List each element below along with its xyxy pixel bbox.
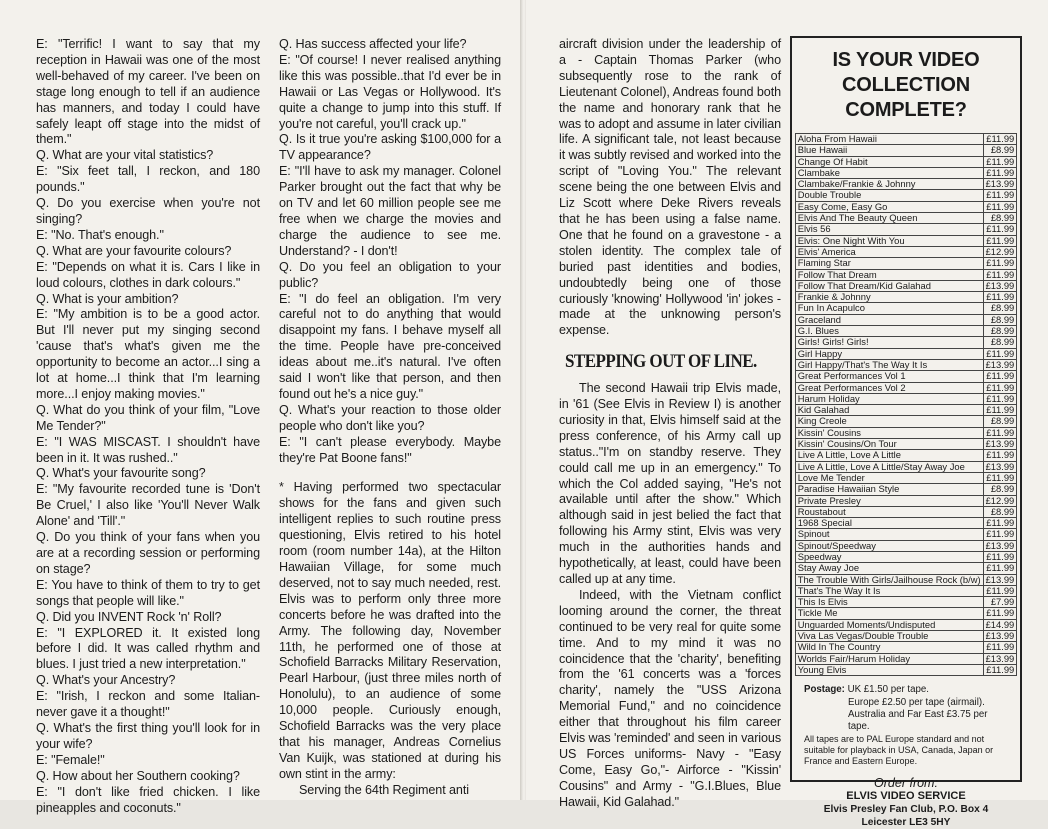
video-price: £11.99 (983, 563, 1017, 574)
video-title: Clambake (795, 167, 983, 178)
price-row (795, 484, 1017, 495)
video-price: £8.99 (983, 416, 1017, 427)
video-title: Elvis: One Night With You (795, 235, 983, 246)
video-price: £13.99 (983, 540, 1017, 551)
video-price: £13.99 (983, 631, 1017, 642)
video-price: £13.99 (983, 359, 1017, 370)
order-name: ELVIS VIDEO SERVICE (846, 790, 966, 803)
price-row (795, 551, 1017, 562)
video-title: Girl Happy (795, 348, 983, 359)
video-price: £8.99 (983, 145, 1017, 156)
price-row (795, 326, 1017, 337)
video-title: Great Performances Vol 2 (795, 382, 983, 393)
price-row (795, 269, 1017, 280)
video-title: Elvis 56 (795, 224, 983, 235)
price-list (795, 133, 1018, 676)
advert-title-line: COLLECTION COMPLETE? (842, 74, 970, 121)
price-row (795, 427, 1017, 438)
paragraph: E: "Depends on what it is. Cars I like in loud colours, clothes in dark colours." (36, 259, 260, 290)
price-row (795, 439, 1017, 450)
price-row (795, 280, 1017, 291)
order-address: Leicester LE3 5HY (861, 817, 951, 829)
postage-label: Postage: (804, 684, 845, 696)
video-title: King Creole (795, 416, 983, 427)
price-row (795, 213, 1017, 224)
paragraph: E: "No. That's enough." (36, 227, 164, 242)
video-title: Love Me Tender (795, 472, 983, 483)
postage-info (804, 684, 1010, 767)
paragraph: E: "I WAS MISCAST. I shouldn't have been in it. It was rushed.." (36, 434, 260, 465)
video-title: Aloha From Hawaii (795, 134, 983, 145)
video-title: That's The Way It Is (795, 585, 983, 596)
video-title: Paradise Hawaiian Style (795, 484, 983, 495)
story-paragraph: Indeed, with the Vietnam conflict looming around the corner, the threat continued to be very real for quite some time. And to my mind it was no coincidence that the 'charity', benefiting from the '61 concerts was a 'forces charity', namely the "USS Arizona Memorial Fund," and no coincidence either that throughout his film career Elvis was 'reminded' and seen in various US Forces uniforms- Navy - "Easy Come, Easy Go,"- Airforce - "Kissin' Cousins" and Army - "G.I.Blues, Blue Hawaii, Kid Galahad." (559, 587, 782, 809)
price-row (795, 529, 1017, 540)
video-title: Viva Las Vegas/Double Trouble (795, 631, 983, 642)
paragraph: E: "I can't please everybody. Maybe they're Pat Boone fans!" (279, 434, 501, 465)
video-price: £11.99 (983, 585, 1017, 596)
video-price: £11.99 (983, 167, 1017, 178)
video-price: £12.99 (983, 495, 1017, 506)
paragraph: E: "My favourite recorded tune is 'Don't Be Cruel,' I also like 'You'll Never Walk Alone' and 'Till'." (36, 482, 260, 529)
video-price: £11.99 (983, 224, 1017, 235)
paragraph: Q. How about her Southern cooking? (36, 768, 240, 783)
price-row (795, 563, 1017, 574)
price-row (795, 585, 1017, 596)
order-address: Elvis Presley Fan Club, P.O. Box 4 (823, 804, 989, 816)
paragraph: Q. What's your Ancestry? (36, 673, 176, 688)
video-price: £8.99 (983, 314, 1017, 325)
price-row (795, 664, 1017, 675)
video-price: £11.99 (983, 608, 1017, 619)
section-heading: STEPPING OUT OF LINE. (565, 352, 757, 373)
video-title: Stay Away Joe (795, 563, 983, 574)
video-price: £11.99 (983, 134, 1017, 145)
price-row (795, 405, 1017, 416)
video-title: Great Performances Vol 1 (795, 371, 983, 382)
price-row (795, 337, 1017, 348)
postage-uk: UK £1.50 per tape. (847, 684, 929, 696)
video-title: Follow That Dream/Kid Galahad (795, 280, 983, 291)
video-title: Elvis And The Beauty Queen (795, 213, 983, 224)
video-price: £11.99 (983, 518, 1017, 529)
paragraph: Q. What's your reaction to those older people who don't like you? (279, 402, 501, 433)
video-price: £13.99 (983, 653, 1017, 664)
paragraph: Q. Do you think of your fans when you are at a recording session or performing on stage? (36, 530, 260, 576)
price-row (795, 145, 1017, 156)
right-page (526, 0, 1048, 829)
video-price: £7.99 (983, 597, 1017, 608)
video-title: Speedway (795, 551, 983, 562)
video-price: £11.99 (983, 529, 1017, 540)
paragraph: Q. What are your favourite colours? (36, 243, 232, 258)
paragraph: E: "I don't like fried chicken. I like pineapples and coconuts." (36, 784, 260, 815)
video-price: £8.99 (983, 506, 1017, 517)
video-title: Easy Come, Easy Go (795, 201, 983, 212)
price-row (795, 416, 1017, 427)
paragraph: E: "Irish, I reckon and some Italian- never gave it a thought!" (36, 689, 260, 720)
video-price: £11.99 (983, 551, 1017, 562)
price-row (795, 258, 1017, 269)
paragraph: Q. Did you INVENT Rock 'n' Roll? (36, 609, 222, 624)
price-row (795, 631, 1017, 642)
price-row (795, 461, 1017, 472)
postage-europe: Europe £2.50 per tape (airmail). (848, 696, 985, 708)
video-price: £11.99 (983, 348, 1017, 359)
story-paragraph: The second Hawaii trip Elvis made, in '61 (See Elvis in Review I) is another curiosity in that, Elvis himself said at the press conference, of his Army call up status.."I'm on standby reserve. They could call me up in an emergency." To which the Col added saying, "He's not available until after the show." Which although said in jest belied the fact that following his Army stint, Elvis was very much in the authorities hands and hypothetically, at least, could have been called up at any time. (559, 381, 781, 586)
video-title: Kissin' Cousins/On Tour (795, 439, 983, 450)
advert-title-line: IS YOUR VIDEO (832, 49, 980, 71)
video-title: Graceland (795, 314, 983, 325)
price-row (795, 348, 1017, 359)
paragraph: E: "My ambition is to be a good actor. But I'll never put my singing second 'cause that's what's given me the opportunity to become an actor...I sing a lot at home...I think that I'm learning more...I enjoy making movies." (36, 307, 260, 401)
price-row (795, 608, 1017, 619)
order-info (792, 777, 1020, 829)
video-advert (790, 36, 1022, 829)
paragraph: E: "Of course! I never realised anything like this was possible..that I'd ever be in Hawaii or Las Vegas or Hollywood. It's quite a change to jump into this stuff. If you're not careful, you'll crack up." (279, 52, 501, 131)
video-title: Roustabout (795, 506, 983, 517)
video-title: Harum Holiday (795, 393, 983, 404)
price-row (795, 179, 1017, 190)
paragraph: E: "Six feet tall, I reckon, and 180 pounds." (36, 164, 260, 195)
price-row (795, 303, 1017, 314)
video-price: £8.99 (983, 484, 1017, 495)
paragraph: E: "I do feel an obligation. I'm very careful not to do anything that would disappoint my fans. I behave myself all the time. People have pre-conceived ideas about me..it's natural. I've often said I won't like that person, and then found out he's a nice guy." (279, 291, 501, 401)
price-row (795, 156, 1017, 167)
price-row (795, 371, 1017, 382)
paragraph: Q. What are your vital statistics? (36, 148, 214, 163)
video-price: £11.99 (983, 405, 1017, 416)
video-price: £8.99 (983, 326, 1017, 337)
price-row (795, 518, 1017, 529)
video-title: Blue Hawaii (795, 145, 983, 156)
video-title: Wild In The Country (795, 642, 983, 653)
video-title: Change Of Habit (795, 156, 983, 167)
price-row (795, 574, 1017, 585)
video-title: Tickle Me (795, 608, 983, 619)
video-title: Young Elvis (795, 664, 983, 675)
story-paragraph: aircraft division under the leadership of a - Captain Thomas Parker (who subsequently rose to the rank of Lieutenant Colonel), Andreas found both the name and honorary rank that he was to adopt and assume in later civilian life. A significant tale, not least because it was subtly revised and worked into the script of "Loving You." The relevant scene being the one between Elvis and Liz Scott where Deke Rivers reveals that he has been using a false name. One that he found on a gravestone - a stolen identity. The complex tale of buried past identities and bodies, undoubtedly being one of those curiously 'knowing' Hollywood 'in' jokes - made at the unknowing person's expense. (559, 37, 782, 338)
video-price: £11.99 (983, 472, 1017, 483)
video-price: £11.99 (983, 292, 1017, 303)
video-title: Private Presley (795, 495, 983, 506)
advert-title (792, 48, 1020, 123)
price-row (795, 382, 1017, 393)
price-row (795, 653, 1017, 664)
video-title: Girl Happy/That's The Way It Is (795, 359, 983, 370)
interview-column-2 (279, 37, 501, 799)
price-row (795, 134, 1017, 145)
paragraph: Q. What's the first thing you'll look for in your wife? (36, 720, 260, 751)
paragraph: Q. What is your ambition? (36, 291, 179, 306)
price-row (795, 359, 1017, 370)
price-row (795, 190, 1017, 201)
video-price: £13.99 (983, 280, 1017, 291)
video-title: Worlds Fair/Harum Holiday (795, 653, 983, 664)
video-price: £11.99 (983, 382, 1017, 393)
video-title: 1968 Special (795, 518, 983, 529)
video-price: £8.99 (983, 337, 1017, 348)
price-row (795, 495, 1017, 506)
paragraph: Q. Do you feel an obligation to your public? (279, 259, 501, 290)
video-price: £11.99 (983, 371, 1017, 382)
postage-australia: Australia and Far East £3.75 per tape. (848, 709, 988, 733)
video-title: Kid Galahad (795, 405, 983, 416)
video-title: Flaming Star (795, 258, 983, 269)
video-title: Girls! Girls! Girls! (795, 337, 983, 348)
postage-note: All tapes are to PAL Europe standard and not suitable for playback in USA, Canada, Japan or France and Eastern Europe. (804, 733, 994, 767)
article-column (559, 37, 781, 811)
video-price: £11.99 (983, 450, 1017, 461)
order-from: Order from: (874, 776, 938, 791)
price-row (795, 642, 1017, 653)
video-price: £13.99 (983, 179, 1017, 190)
story-paragraph: Serving the 64th Regiment anti (299, 782, 469, 797)
video-price: £11.99 (983, 393, 1017, 404)
price-row (795, 224, 1017, 235)
price-row (795, 292, 1017, 303)
video-price: £11.99 (983, 201, 1017, 212)
video-price: £13.99 (983, 439, 1017, 450)
video-title: This Is Elvis (795, 597, 983, 608)
price-row (795, 201, 1017, 212)
video-title: Fun In Acapulco (795, 303, 983, 314)
paragraph: Q. Has success affected your life? (279, 37, 467, 51)
paragraph: E: "Terrific! I want to say that my reception in Hawaii was one of the most well-behaved of my career. I've been on stage long enough to tell if an audience has manners, and today I could have safely leapt off stage into the midst of them." (36, 37, 260, 147)
interview-column-1 (36, 37, 260, 816)
paragraph: Q. What do you think of your film, "Love Me Tender?" (36, 402, 260, 433)
paragraph: E: "Female!" (36, 752, 105, 767)
story-paragraph: * Having performed two spectacular shows for the fans and given such intelligent replies to such routine press questioning, Elvis retired to his hotel room (room number 14a), at the Hilton Hawaiian Village, for some much deserved, not to say much needed, rest. Elvis was to perform only three more concerts before he was drafted into the Army. The following day, November 11th, he performed one of those at Schofield Barracks Military Reservation, Pearl Harbour, (just three miles north of Honolulu), to an audience of some 10,000 people. Curiously enough, Schofield Barracks was the very place that his manager, Andreas Cornelius Van Kuijk, was stationed at during his own stint in the army: (279, 480, 501, 781)
video-title: Live A Little, Love A Little (795, 450, 983, 461)
price-row (795, 506, 1017, 517)
price-row (795, 246, 1017, 257)
price-row (795, 619, 1017, 630)
video-price: £11.99 (983, 664, 1017, 675)
video-title: Spinout/Speedway (795, 540, 983, 551)
paragraph: Q. Do you exercise when you're not singing? (36, 196, 260, 226)
video-price: £13.99 (983, 574, 1017, 585)
video-price: £11.99 (983, 269, 1017, 280)
paragraph: E: You have to think of them to try to get songs that people will like." (36, 577, 260, 608)
left-page (0, 0, 522, 815)
video-title: Live A Little, Love A Little/Stay Away Joe (795, 461, 983, 472)
price-row (795, 450, 1017, 461)
price-row (795, 167, 1017, 178)
video-price: £14.99 (983, 619, 1017, 630)
video-price: £11.99 (983, 642, 1017, 653)
video-title: Kissin' Cousins (795, 427, 983, 438)
paragraph: E: "I EXPLORED it. It existed long before I did. It was called rhythm and blues. I just tried a new interpretation." (36, 625, 260, 672)
video-title: The Trouble With Girls/Jailhouse Rock (b/w) (795, 574, 983, 585)
video-title: Clambake/Frankie & Johnny (795, 179, 983, 190)
paragraph: Q. What's your favourite song? (36, 466, 206, 481)
video-price: £11.99 (983, 156, 1017, 167)
price-row (795, 235, 1017, 246)
video-price: £13.99 (983, 461, 1017, 472)
price-row (795, 472, 1017, 483)
video-price: £11.99 (983, 258, 1017, 269)
video-price: £8.99 (983, 303, 1017, 314)
video-price: £11.99 (983, 235, 1017, 246)
video-title: Unguarded Moments/Undisputed (795, 619, 983, 630)
video-title: Elvis' America (795, 246, 983, 257)
price-row (795, 540, 1017, 551)
video-title: Double Trouble (795, 190, 983, 201)
paragraph: E: "I'll have to ask my manager. Colonel Parker brought out the fact that why be on TV and let 60 million people see me free when we charge the movies and charge the audience to see me. Understand? - I don't! (279, 164, 501, 258)
price-row (795, 597, 1017, 608)
video-title: Follow That Dream (795, 269, 983, 280)
video-price: £8.99 (983, 213, 1017, 224)
video-price: £11.99 (983, 190, 1017, 201)
price-row (795, 393, 1017, 404)
video-price: £12.99 (983, 246, 1017, 257)
price-row (795, 314, 1017, 325)
video-price: £11.99 (983, 427, 1017, 438)
video-title: G.I. Blues (795, 326, 983, 337)
video-title: Spinout (795, 529, 983, 540)
video-title: Frankie & Johnny (795, 292, 983, 303)
paragraph: Q. Is it true you're asking $100,000 for a TV appearance? (279, 132, 501, 163)
